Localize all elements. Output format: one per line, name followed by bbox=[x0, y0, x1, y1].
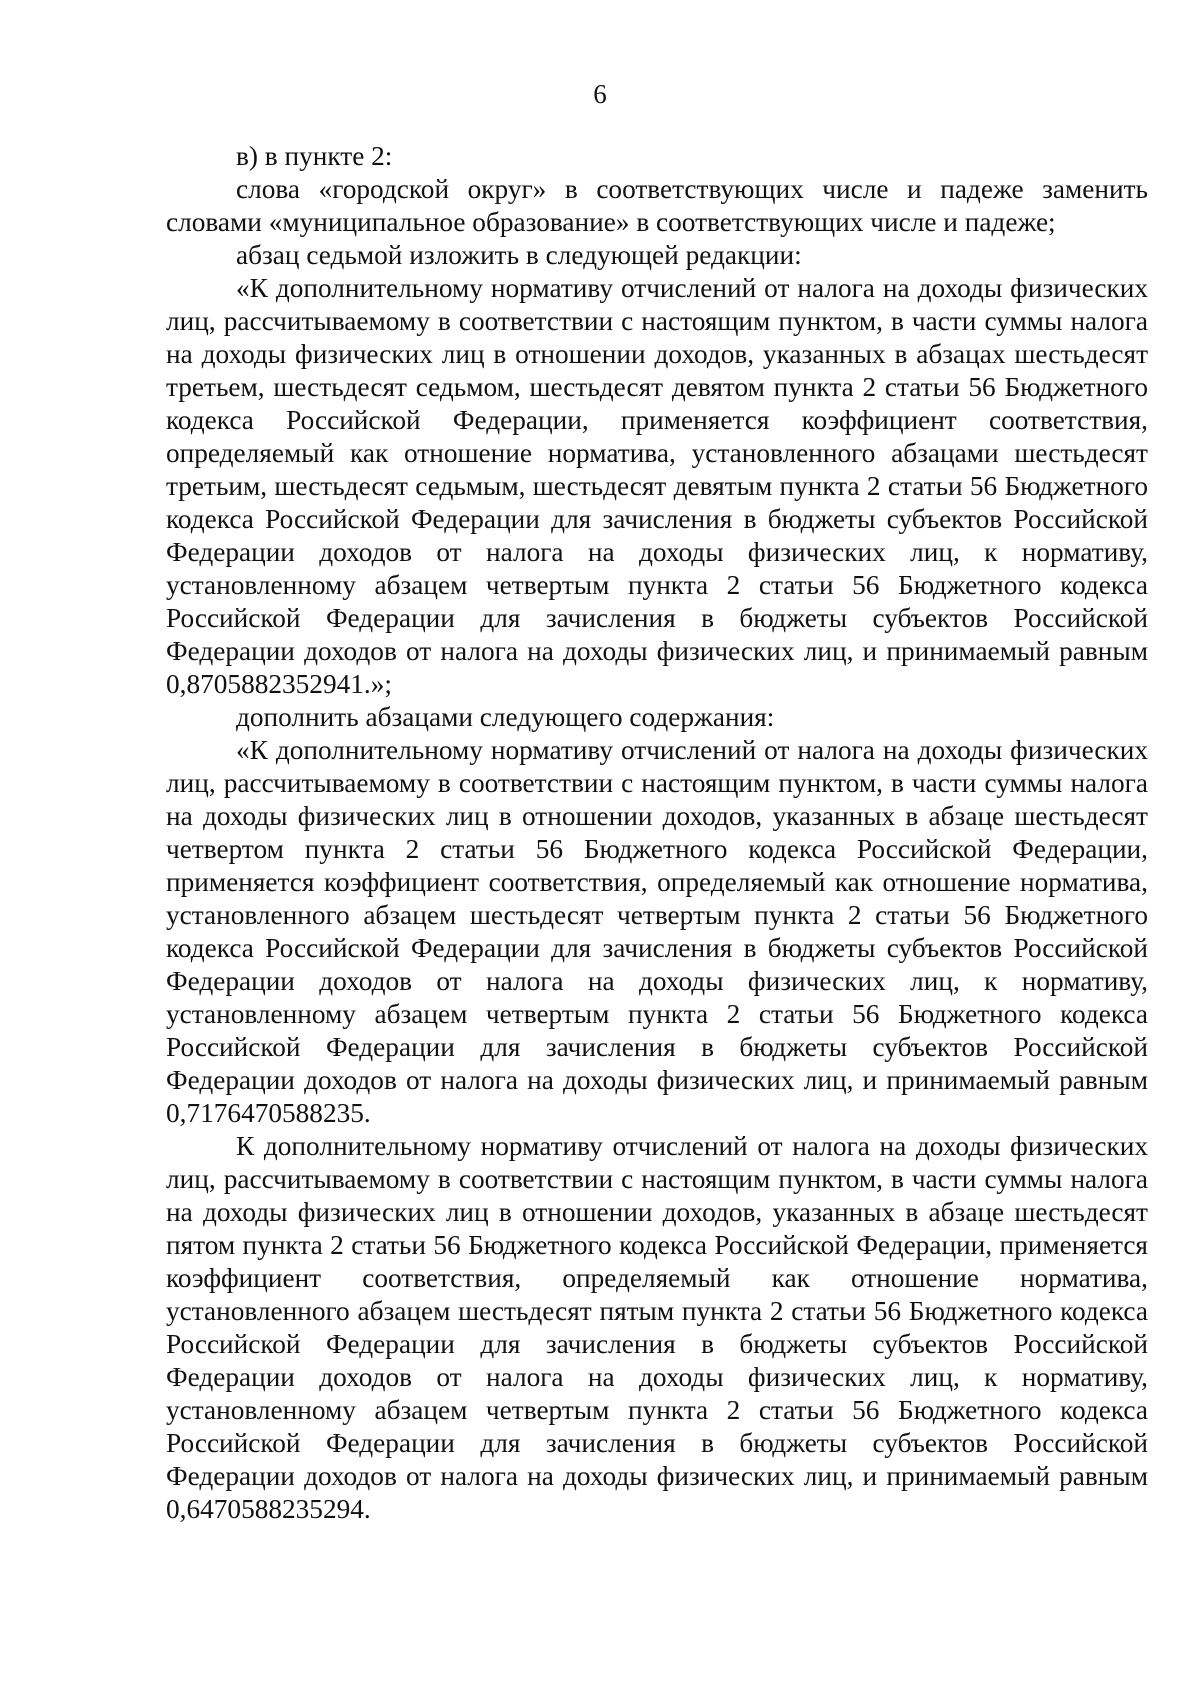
paragraph-supplement-intro: дополнить абзацами следующего содержания: bbox=[236, 702, 775, 732]
page-number: 6 bbox=[593, 79, 607, 109]
paragraph-seventh-text: «К дополнительному нормативу отчислений от налога на доходы физических лиц, рассчитываемому в соответствии с настоящим пунктом, в части суммы налога на доходы физических лиц в отношении доходов, указанных в абзацах шестьдесят третьем, шестьдесят седьмом, шестьдесят девятом пункта 2 статьи 56 Бюджетного кодекса Российской Федерации, применяется коэффициент соответствия, определяемый как отношение норматива, установленного абзацами шестьдесят третьим, шестьдесят седьмым, шестьдесят девятым пункта 2 статьи 56 Бюджетного кодекса Российской Федерации для зачисления в бюджеты субъектов Российской Федерации доходов от налога на доходы физических лиц, к нормативу, установленному абзацем четвертым пункта 2 статьи 56 Бюджетного кодекса Российской Федерации для зачисления в бюджеты субъектов Российской Федерации доходов от налога на доходы физических лиц, и принимаемый равным 0,8705882352941.»; bbox=[166, 273, 1148, 699]
paragraph-replace-words: слова «городской округ» в соответствующих числе и падеже заменить словами «муниципальное образование» в соответствующих числе и падеже; bbox=[166, 174, 1148, 237]
paragraph-seventh-intro: абзац седьмой изложить в следующей редакции: bbox=[236, 240, 802, 270]
paragraph-subpoint-v: в) в пункте 2: bbox=[236, 141, 393, 171]
paragraph-supplement-second: К дополнительному нормативу отчислений от налога на доходы физических лиц, рассчитываемому в соответствии с настоящим пунктом, в части суммы налога на доходы физических лиц в отношении доходов, указанных в абзаце шестьдесят пятом пункта 2 статьи 56 Бюджетного кодекса Российской Федерации, применяется коэффициент соответствия, определяемый как отношение норматива, установленного абзацем шестьдесят пятым пункта 2 статьи 56 Бюджетного кодекса Российской Федерации для зачисления в бюджеты субъектов Российской Федерации доходов от налога на доходы физических лиц, к нормативу, установленному абзацем четвертым пункта 2 статьи 56 Бюджетного кодекса Российской Федерации для зачисления в бюджеты субъектов Российской Федерации доходов от налога на доходы физических лиц, и принимаемый равным 0,6470588235294. bbox=[166, 1131, 1148, 1524]
document-body bbox=[166, 140, 1148, 1526]
paragraph-supplement-first: «К дополнительному нормативу отчислений от налога на доходы физических лиц, рассчитываемому в соответствии с настоящим пунктом, в части суммы налога на доходы физических лиц в отношении доходов, указанных в абзаце шестьдесят четвертом пункта 2 статьи 56 Бюджетного кодекса Российской Федерации, применяется коэффициент соответствия, определяемый как отношение норматива, установленного абзацем шестьдесят четвертым пункта 2 статьи 56 Бюджетного кодекса Российской Федерации для зачисления в бюджеты субъектов Российской Федерации доходов от налога на доходы физических лиц, к нормативу, установленному абзацем четвертым пункта 2 статьи 56 Бюджетного кодекса Российской Федерации для зачисления в бюджеты субъектов Российской Федерации доходов от налога на доходы физических лиц, и принимаемый равным 0,7176470588235. bbox=[166, 735, 1148, 1128]
